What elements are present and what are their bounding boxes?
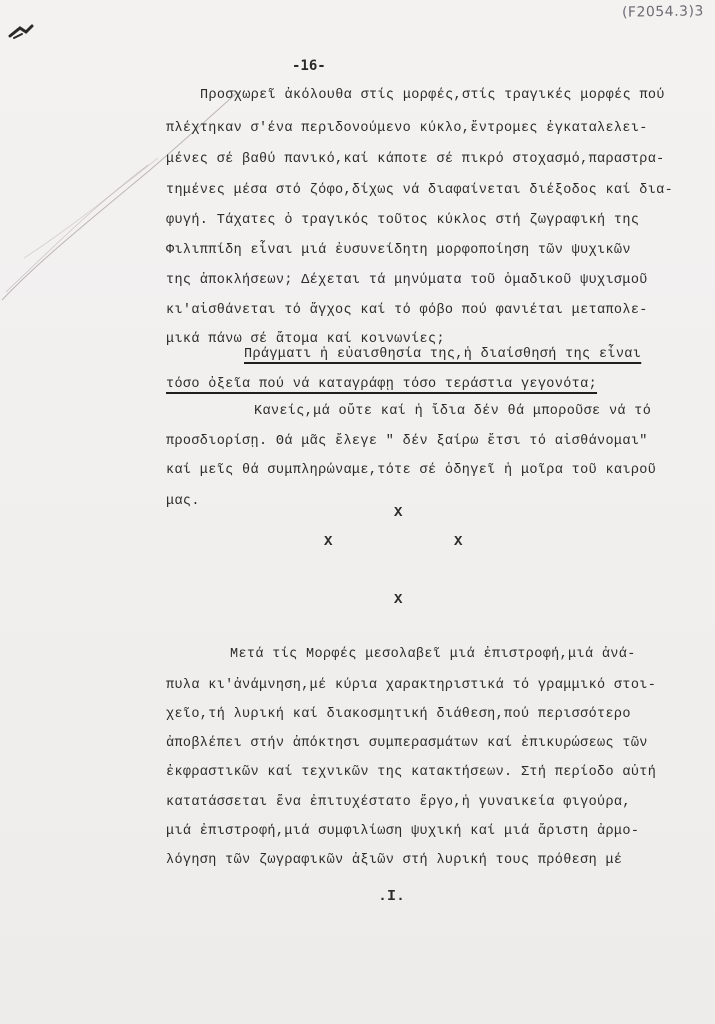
text-line: μιά ἐπιστροφή,μιά συμφιλίωση ψυχική καί μιά ἄριστη ἀρμο- [166,824,640,839]
text-line: πυλα κι'ἀνάμνηση,μέ κύρια χαρακτηριστικά τό γραμμικό στοι- [166,678,657,693]
text-line: της ἀποκλήσεων; Δέχεται τά μηνύματα τοῦ ὁμαδικοῦ ψυχισμοῦ [166,273,648,288]
text-line: Φιλιππίδη εἶναι μιά ἐυσυνείδητη μορφοποίηση τῶν ψυχικῶν [166,243,631,258]
underlined-text-line: τόσο ὀξεῖα πού νά καταγράφῃ τόσο τεράστια γεγονότα; [166,377,598,392]
text-line: πλέχτηκαν σ'ένα περιδονούμενο κύκλο,ἔντρομες ἐγκαταλελει- [166,121,648,136]
text-line: κι'αἰσθάνεται τό ἄγχος καί τό φόβο πού φανιέται μεταπολε- [166,303,648,318]
section-mark: Χ [324,534,333,550]
text-line: φυγή. Τάχατες ὁ τραγικός τοῦτος κύκλος στή ζωγραφική της [166,213,640,228]
text-line: καί μεῖς θά συμπληρώναμε,τότε σέ ὁδηγεῖ ἡ μοῖρα τοῦ καιροῦ [166,463,657,478]
text-line: κατατάσσεται ἕνα ἐπιτυχέστατο ἔργο,ἡ γυναικεία φιγούρα, [166,795,631,810]
section-mark: Χ [454,534,463,550]
section-mark: Χ [394,505,403,521]
archive-reference: (F2054.3)3 [621,3,705,21]
section-mark: Χ [394,592,403,608]
text-line: χεῖο,τή λυρική καί διακοσμητική διάθεση,πού περισσότερο [166,707,631,722]
text-line: Κανείς,μά οὔτε καί ἡ ἴδια δέν θά μποροῦσε νά τό [254,404,652,419]
page-number: -16- [292,58,326,74]
text-line: μένες σέ βαθύ πανικό,καί κάποτε σέ πικρό στοχασμό,παραστρα- [166,152,665,167]
text-line: ἀποβλέπει στήν ἀπόκτησι συμπερασμάτων καί ἐπικυρώσεως τῶν [166,736,648,751]
corner-ink-mark [8,22,34,44]
text-line: τημένες μέσα στό ζόφο,δίχως νά διαφαίνεται διέξοδος καί δια- [166,183,674,198]
text-line: μικά πάνω σέ ἄτομα καί κοινωνίες; [166,332,445,347]
page-end-mark: .Ι. [378,888,406,905]
underlined-text-line: Πράγματι ἡ εὐαισθησία της,ἡ διαίσθησή της εἶναι [244,347,642,362]
text-line: Μετά τίς Μορφές μεσολαβεῖ μιά ἐπιστροφή,μιά ἀνά- [230,647,636,662]
text-line: μας. [166,494,200,509]
text-line: λόγηση τῶν ζωγραφικῶν ἀξιῶν στή λυρική τους πρόθεση μέ [166,853,623,868]
text-line: Προσχωρεῖ ἀκόλουθα στίς μορφές,στίς τραγικές μορφές πού [200,88,665,103]
text-line: ἐκφραστικῶν καί τεχνικῶν της κατακτήσεων. Στή περίοδο αὐτή [166,765,657,780]
text-line: προσδιορίσῃ. Θά μᾶς ἔλεγε " δέν ξαίρω ἔτσι τό αἰσθάνομαι" [166,434,648,449]
